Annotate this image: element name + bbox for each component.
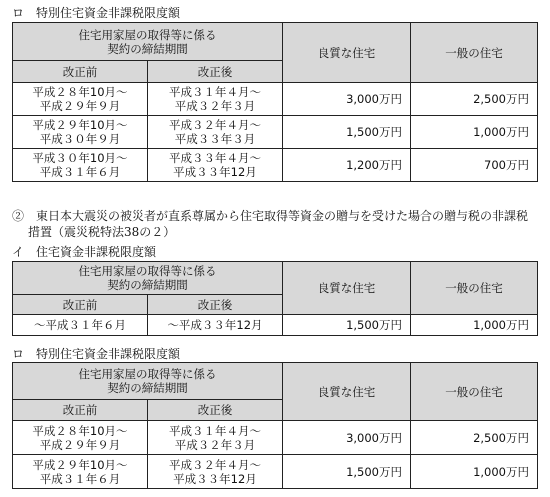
header-after-revision: 改正後 — [148, 61, 283, 83]
date-line: 平成３２年３月 — [174, 437, 256, 452]
header-contract-period — [13, 363, 283, 400]
table-row — [13, 455, 538, 489]
paragraph-line2: 措置（震災税特法38の２） — [28, 225, 176, 239]
date-line: 平成３１年４月～ — [169, 85, 261, 99]
earthquake-measure-paragraph — [12, 208, 542, 240]
header-good-housing: 良質な住宅 — [283, 23, 411, 83]
cell-after: ～平成３３年12月 — [148, 315, 283, 336]
cell-good-amount: 1,500万円 — [283, 455, 411, 489]
paragraph-line1: ② 東日本大震災の被災者が直系尊属から住宅取得等資金の贈与を受けた場合の贈与税の非課税 — [12, 209, 529, 223]
cell-after — [148, 421, 283, 455]
header-after-revision: 改正後 — [148, 400, 283, 421]
cell-good-amount: 3,000万円 — [283, 421, 411, 455]
date-line: 平成２８年10月～ — [32, 85, 128, 99]
date-line: 平成２９年９月 — [39, 437, 121, 452]
cell-before — [13, 421, 148, 455]
cell-after — [148, 83, 283, 116]
table-row — [13, 149, 538, 182]
table-row — [13, 315, 538, 336]
header-period-line2: 契約の締結期間 — [107, 278, 188, 292]
section-heading-special-housing-1: ロ 特別住宅資金非課税限度額 — [12, 6, 181, 20]
date-line: 平成３３年12月 — [173, 165, 257, 179]
limit-table-3 — [12, 362, 538, 489]
cell-good-amount: 1,500万円 — [283, 116, 411, 149]
cell-after — [148, 116, 283, 149]
header-general-housing: 一般の住宅 — [411, 262, 538, 315]
header-good-housing: 良質な住宅 — [283, 262, 411, 315]
date-line: 平成３０年９月 — [39, 132, 121, 146]
header-general-housing: 一般の住宅 — [411, 23, 538, 83]
date-line: 平成３３年４月～ — [169, 151, 261, 165]
table-row — [13, 116, 538, 149]
header-period-line1: 住宅用家屋の取得等に係る — [78, 367, 217, 381]
table-row — [13, 421, 538, 455]
cell-general-amount: 1,000万円 — [411, 315, 538, 336]
date-line: 平成３２年４月～ — [169, 118, 261, 132]
header-before-revision: 改正前 — [13, 61, 148, 83]
date-line: 平成３１年６月 — [39, 471, 121, 486]
date-line: 平成３２年４月～ — [169, 457, 261, 472]
date-line: 平成２９年10月～ — [32, 457, 128, 472]
date-line: 平成３１年６月 — [39, 165, 121, 179]
date-line: 平成３２年３月 — [174, 99, 256, 113]
cell-general-amount: 2,500万円 — [411, 421, 538, 455]
header-period-line1: 住宅用家屋の取得等に係る — [78, 27, 217, 42]
date-line: 平成２９年９月 — [39, 99, 121, 113]
header-period-line1: 住宅用家屋の取得等に係る — [78, 264, 217, 278]
cell-before — [13, 83, 148, 116]
header-good-housing: 良質な住宅 — [283, 363, 411, 421]
date-line: 平成３１年４月～ — [169, 423, 261, 438]
table-row — [13, 83, 538, 116]
header-before-revision: 改正前 — [13, 400, 148, 421]
cell-before — [13, 149, 148, 182]
cell-good-amount: 3,000万円 — [283, 83, 411, 116]
cell-general-amount: 700万円 — [411, 149, 538, 182]
date-line: 平成３３年３月 — [174, 132, 256, 146]
header-before-revision: 改正前 — [13, 295, 148, 315]
date-line: 平成２９年10月～ — [32, 118, 128, 132]
limit-table-2 — [12, 261, 538, 336]
cell-good-amount: 1,500万円 — [283, 315, 411, 336]
header-after-revision: 改正後 — [148, 295, 283, 315]
cell-before — [13, 455, 148, 489]
date-line: 平成２８年10月～ — [32, 423, 128, 438]
section-heading-housing-limit: イ 住宅資金非課税限度額 — [12, 245, 157, 259]
date-line: 平成３０年10月～ — [32, 151, 128, 165]
cell-after — [148, 455, 283, 489]
cell-general-amount: 1,000万円 — [411, 455, 538, 489]
cell-general-amount: 1,000万円 — [411, 116, 538, 149]
limit-table-1 — [12, 22, 538, 182]
cell-after — [148, 149, 283, 182]
section-heading-special-housing-2: ロ 特別住宅資金非課税限度額 — [12, 347, 181, 361]
cell-good-amount: 1,200万円 — [283, 149, 411, 182]
header-contract-period — [13, 262, 283, 295]
header-general-housing: 一般の住宅 — [411, 363, 538, 421]
header-contract-period — [13, 23, 283, 61]
cell-general-amount: 2,500万円 — [411, 83, 538, 116]
date-line: 平成３３年12月 — [173, 471, 257, 486]
header-period-line2: 契約の締結期間 — [107, 381, 188, 395]
header-period-line2: 契約の締結期間 — [107, 41, 188, 56]
cell-before — [13, 116, 148, 149]
cell-before: ～平成３１年６月 — [13, 315, 148, 336]
